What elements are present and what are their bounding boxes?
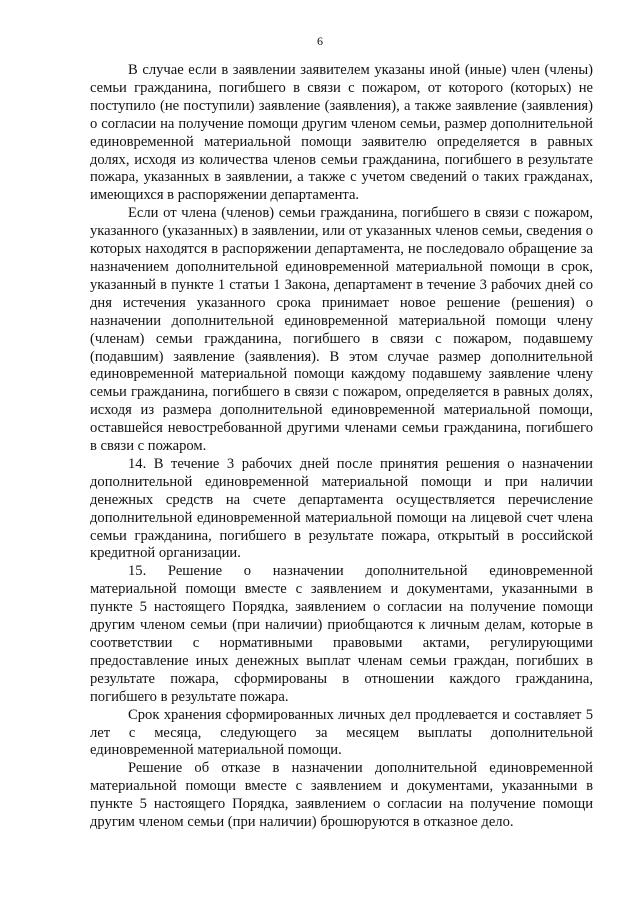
paragraph-refusal-file: Решение об отказе в назначении дополнительной единовременной материальной помощи вместе с заявлением и документами, указанными в пункте 5 настоящего Порядка, заявлением о согласии на получение помощи другим членом семьи (при наличии) брошюруются в отказное дело.: [90, 760, 593, 831]
paragraph-storage-period: Срок хранения сформированных личных дел продлевается и составляет 5 лет с месяца, следующего за месяцем выплаты дополнительной единовременной материальной помощи.: [90, 706, 593, 759]
paragraph-item-15-personal-files: 15. Решение о назначении дополнительной единовременной материальной помощи вместе с заявлением и документами, указанными в пункте 5 настоящего Порядка, заявлением о согласии на получение помощи другим членом семьи (при наличии) приобщаются к личным делам, которые в соответствии с нормативными правовыми актами, регулирующими предоставление иных денежных выплат членам семьи граждан, погибших в результате пожара, сформированы в отношении каждого гражданина, погибшего в результате пожара.: [90, 563, 593, 705]
page-number: 6: [317, 34, 323, 48]
paragraph-item-14-transfer: 14. В течение 3 рабочих дней после принятия решения о назначении дополнительной единовременной материальной помощи и при наличии денежных средств на счете департамента осуществляется перечисление дополнительной единовременной материальной помощи на лицевой счет члена семьи гражданина, погибшего в результате пожара, открытый в российской кредитной организации.: [90, 455, 593, 562]
paragraph-share-calculation: В случае если в заявлении заявителем указаны иной (иные) член (члены) семьи гражданина, погибшего в связи с пожаром, от которого (которых) не поступило (не поступили) заявление (заявления), а также заявление (заявления) о согласии на получение помощи другим членом семьи, размер дополнительной единовременной материальной помощи заявителю определяется в равных долях, исходя из количества членов семьи гражданина, погибшего в результате пожара, указанных в заявлении, а также с учетом сведений о таких гражданах, имеющихся в распоряжении департамента.: [90, 62, 593, 204]
paragraph-new-decision: Если от члена (членов) семьи гражданина, погибшего в связи с пожаром, указанного (указанных) в заявлении, или от указанных членов семьи, сведения о которых находятся в распоряжении департамента, не последовало обращение за назначением дополнительной единовременной материальной помощи в срок, указанный в пункте 1 статьи 1 Закона, департамент в течение 3 рабочих дней со дня истечения указанного срока принимает новое решение (решения) о назначении дополнительной единовременной материальной помощи члену (членам) семьи гражданина, погибшего в связи с пожаром, подавшему (подавшим) заявление (заявления). В этом случае размер дополнительной единовременной материальной помощи каждому подавшему заявление члену семьи гражданина, погибшего в связи с пожаром, определяется в равных долях, исходя из размера дополнительной единовременной материальной помощи, оставшейся невостребованной другими членами семьи гражданина, погибшего в связи с пожаром.: [90, 205, 593, 455]
document-body: [90, 62, 593, 832]
